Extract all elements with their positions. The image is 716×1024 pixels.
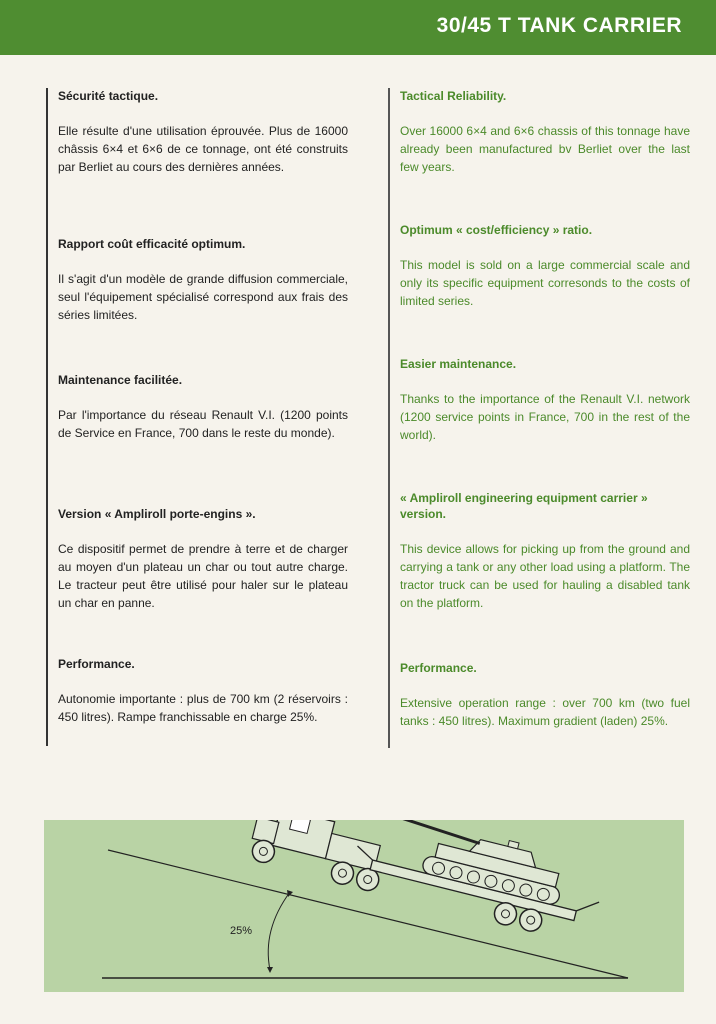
tank-carrier-drawing bbox=[44, 820, 684, 992]
page-title: 30/45 T TANK CARRIER bbox=[436, 14, 682, 37]
section-heading: Performance. bbox=[58, 657, 135, 671]
section-body: Il s'agit d'un modèle de grande diffusion commerciale, seul l'équipement spécialisé correspond aux frais des séries limitées. bbox=[58, 272, 348, 322]
french-section-tactical bbox=[58, 88, 348, 176]
tank-gun bbox=[396, 820, 481, 844]
english-section-ampliroll bbox=[400, 490, 690, 612]
section-heading: Version « Ampliroll porte-engins ». bbox=[58, 507, 256, 521]
section-body: Ce dispositif permet de prendre à terre et de charger au moyen d'un plateau un char ou tout autre charge. Le tracteur peut être utilisé pour haler sur le plateau un char en panne. bbox=[58, 542, 348, 610]
english-section-performance bbox=[400, 660, 690, 730]
gradient-label: 25% bbox=[230, 925, 253, 937]
section-body: Par l'importance du réseau Renault V.I. (1200 points de Service en France, 700 dans le reste du monde). bbox=[58, 408, 348, 440]
ramp bbox=[576, 897, 599, 915]
section-body: Autonomie importante : plus de 700 km (2 réservoirs : 450 litres). Rampe franchissable en charge 25%. bbox=[58, 692, 348, 724]
french-column bbox=[46, 88, 348, 746]
arc-arrow-top bbox=[287, 890, 293, 897]
english-section-reliability bbox=[400, 88, 690, 176]
section-body: Thanks to the importance of the Renault V.I. network (1200 service points in France, 700 in the rest of the world). bbox=[400, 392, 690, 442]
english-section-maintenance bbox=[400, 356, 690, 444]
english-section-cost bbox=[400, 222, 690, 310]
french-section-cost bbox=[58, 236, 348, 324]
section-heading: Maintenance facilitée. bbox=[58, 373, 183, 387]
section-heading: Optimum « cost/efficiency » ratio. bbox=[400, 223, 593, 237]
header-banner bbox=[0, 0, 716, 55]
section-heading: Performance. bbox=[400, 661, 477, 675]
english-column bbox=[388, 88, 690, 748]
tank-carrier-illustration bbox=[44, 820, 684, 992]
section-heading: Easier maintenance. bbox=[400, 357, 517, 371]
section-heading: « Ampliroll engineering equipment carrier » version. bbox=[400, 491, 648, 521]
section-body: Elle résulte d'une utilisation éprouvée. Plus de 16000 châssis 6×4 et 6×6 de ce tonnage, ont été construits par Berliet au cours des dernières années. bbox=[58, 124, 348, 174]
angle-arc bbox=[268, 892, 290, 970]
french-section-ampliroll bbox=[58, 506, 348, 612]
section-body: This model is sold on a large commercial scale and only its specific equipment corresonds to the costs of limited series. bbox=[400, 258, 690, 308]
arc-arrow-bottom bbox=[267, 967, 273, 973]
section-heading: Tactical Reliability. bbox=[400, 89, 507, 103]
section-body: Extensive operation range : over 700 km (two fuel tanks : 450 litres). Maximum gradient (laden) 25%. bbox=[400, 696, 690, 728]
vehicle-group bbox=[247, 820, 609, 946]
section-heading: Rapport coût efficacité optimum. bbox=[58, 237, 246, 251]
section-body: This device allows for picking up from the ground and carrying a tank or any other load using a platform. The tractor truck can be used for hauling a disabled tank on the platform. bbox=[400, 542, 690, 610]
section-heading: Sécurité tactique. bbox=[58, 89, 159, 103]
french-section-maintenance bbox=[58, 372, 348, 442]
section-body: Over 16000 6×4 and 6×6 chassis of this tonnage have already been manufactured bv Berliet over the last few years. bbox=[400, 124, 690, 174]
french-section-performance bbox=[58, 656, 348, 726]
